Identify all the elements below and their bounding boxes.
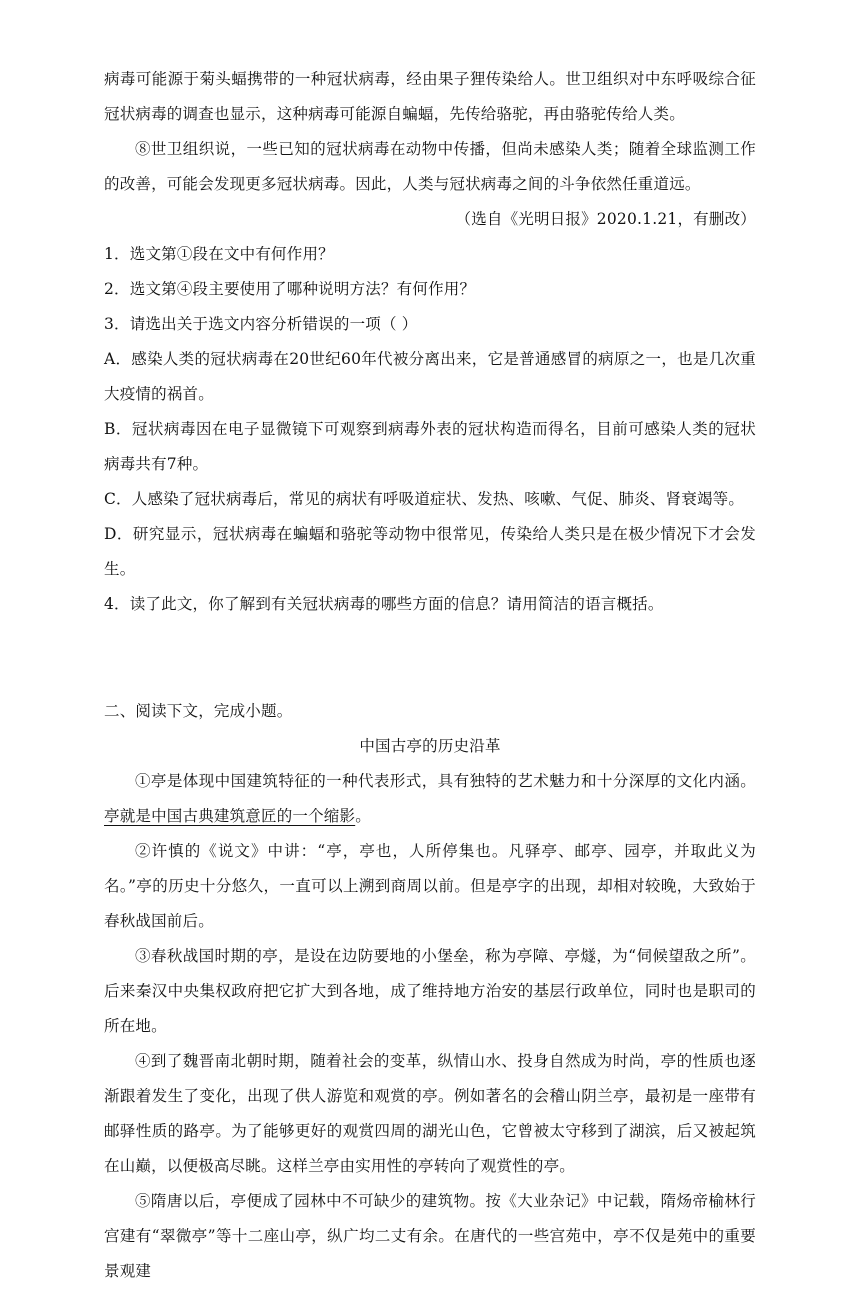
document-page [104, 62, 756, 1289]
section-2 [104, 694, 756, 1289]
underlined-sentence: 亭就是中国古典建筑意匠的一个缩影 [104, 807, 356, 825]
article-paragraph-5: ⑤隋唐以后，亭便成了园林中不可缺少的建筑物。按《大业杂记》中记载，隋炀帝榆林行宫建有“翠微亭”等十二座山亭，纵广均二丈有余。在唐代的一些宫苑中，亭不仅是苑中的重要景观建 [104, 1192, 756, 1280]
question-2: 2．选文第④段主要使用了哪种说明方法？有何作用？ [104, 280, 476, 298]
question-3: 3．请选出关于选文内容分析错误的一项（ ） [104, 315, 418, 333]
option-b: B．冠状病毒因在电子显微镜下可观察到病毒外表的冠状构造而得名，目前可感染人类的冠状病毒共有7种。 [104, 420, 756, 473]
article-title: 中国古亭的历史沿革 [359, 737, 501, 755]
article-paragraph-2: ②许慎的《说文》中讲：“亭，亭也，人所停集也。凡驿亭、邮亭、园亭，并取此义为名。”亭的历史十分悠久，一直可以上溯到商周以前。但是亭字的出现，却相对较晚，大致始于春秋战国前后。 [104, 842, 756, 930]
question-4: 4．读了此文，你了解到有关冠状病毒的哪些方面的信息？请用简洁的语言概括。 [104, 595, 664, 613]
paragraph-1-end: 。 [355, 807, 371, 825]
question-1: 1．选文第①段在文中有何作用？ [104, 245, 334, 263]
article-paragraph-4: ④到了魏晋南北朝时期，随着社会的变革，纵情山水、投身自然成为时尚，亭的性质也逐渐跟着发生了变化，出现了供人游览和观赏的亭。例如著名的会稽山阴兰亭，最初是一座带有邮驿性质的路亭。为了能够更好的观赏四周的湖光山色，它曾被太守移到了湖滨，后又被起筑在山巅，以便极高尽眺。这样兰亭由实用性的亭转向了观赏性的亭。 [104, 1052, 756, 1175]
source-citation: （选自《光明日报》2020.1.21，有删改） [455, 210, 756, 228]
section-heading: 二、阅读下文，完成小题。 [104, 702, 293, 720]
paragraph-8: ⑧世卫组织说，一些已知的冠状病毒在动物中传播，但尚未感染人类；随着全球监测工作的改善，可能会发现更多冠状病毒。因此，人类与冠状病毒之间的斗争依然任重道远。 [104, 140, 756, 193]
paragraph-continuation: 病毒可能源于菊头蝠携带的一种冠状病毒，经由果子狸传染给人。世卫组织对中东呼吸综合征冠状病毒的调查也显示，这种病毒可能源自蝙蝠，先传给骆驼，再由骆驼传给人类。 [104, 70, 756, 123]
option-d: D．研究显示，冠状病毒在蝙蝠和骆驼等动物中很常见，传染给人类只是在极少情况下才会发生。 [104, 525, 756, 578]
article-paragraph-1 [104, 764, 756, 834]
option-a: A．感染人类的冠状病毒在20世纪60年代被分离出来，它是普通感冒的病原之一，也是几次重大疫情的祸首。 [104, 350, 756, 403]
paragraph-1-text: ①亭是体现中国建筑特征的一种代表形式，具有独特的艺术魅力和十分深厚的文化内涵。 [135, 772, 756, 790]
article-paragraph-3: ③春秋战国时期的亭，是设在边防要地的小堡垒，称为亭障、亭燧，为“伺候望敌之所”。后来秦汉中央集权政府把它扩大到各地，成了维持地方治安的基层行政单位，同时也是职司的所在地。 [104, 947, 756, 1035]
option-c: C．人感染了冠状病毒后，常见的病状有呼吸道症状、发热、咳嗽、气促、肺炎、肾衰竭等。 [104, 490, 745, 508]
